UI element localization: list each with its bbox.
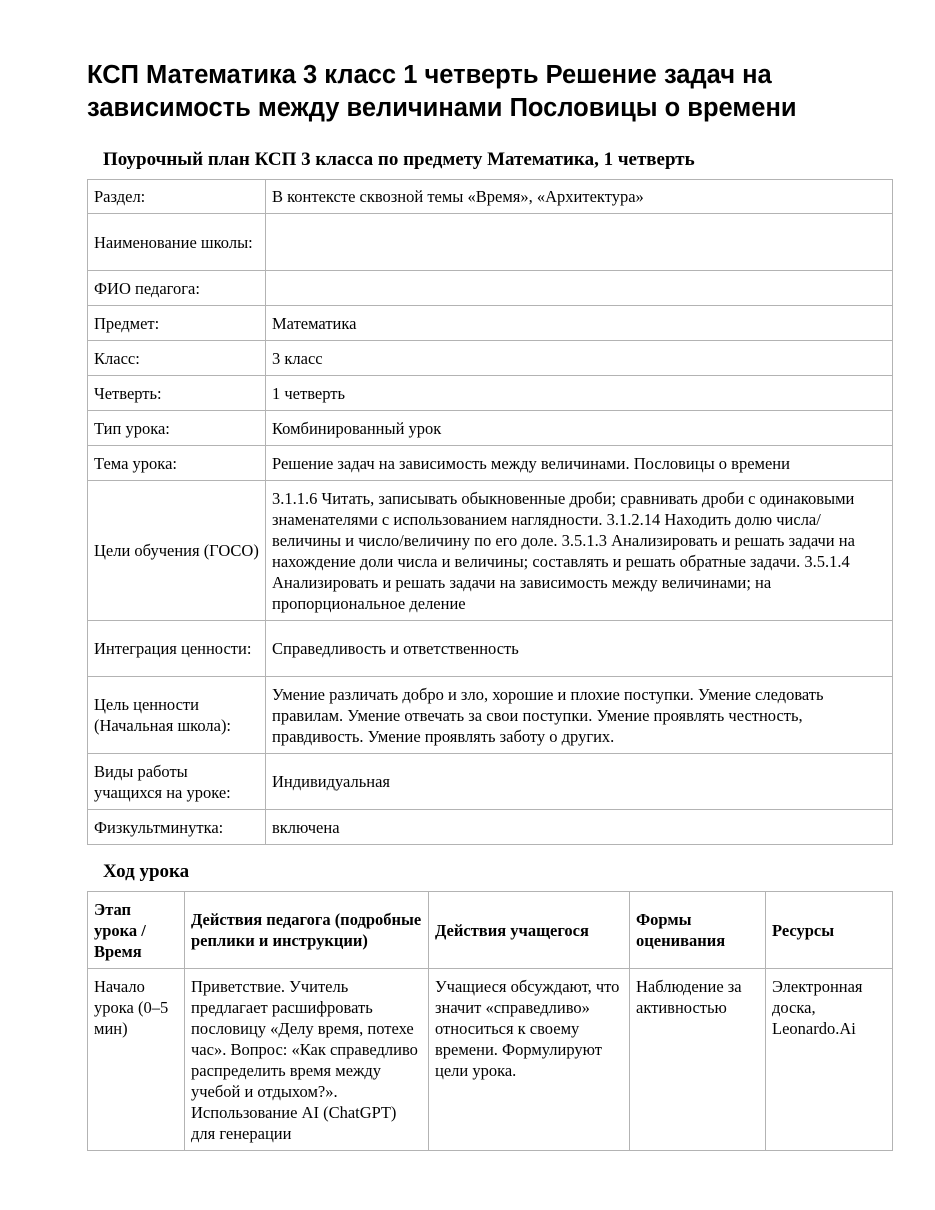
row-value: 3 класс	[266, 341, 893, 376]
row-label: Интеграция ценности:	[88, 621, 266, 677]
info-table	[87, 179, 893, 845]
course-table	[87, 891, 893, 1151]
row-value: Комбинированный урок	[266, 411, 893, 446]
column-header: Действия педагога (подробные реплики и инструкции)	[185, 892, 429, 969]
table-row	[88, 446, 893, 481]
assessment-cell: Наблюдение за активностью	[630, 969, 766, 1151]
table-row	[88, 341, 893, 376]
row-label: Физкультминутка:	[88, 810, 266, 845]
plan-title: Поурочный план КСП 3 класса по предмету Математика, 1 четверть	[103, 149, 695, 170]
row-label: Тема урока:	[88, 446, 266, 481]
row-label: Четверть:	[88, 376, 266, 411]
row-label: Виды работы учащихся на уроке:	[88, 754, 266, 810]
row-value: Умение различать добро и зло, хорошие и плохие поступки. Умение следовать правилам. Умение отвечать за свои поступки. Умение проявлять честность, правдивость. Умение проявлять заботу о других.	[266, 677, 893, 754]
table-row	[88, 621, 893, 677]
table-header-row	[88, 892, 893, 969]
column-header: Ресурсы	[766, 892, 893, 969]
student-actions-cell: Учащиеся обсуждают, что значит «справедливо» относиться к своему времени. Формулируют цели урока.	[429, 969, 630, 1151]
row-value: Решение задач на зависимость между величинами. Пословицы о времени	[266, 446, 893, 481]
row-value: включена	[266, 810, 893, 845]
resources-cell: Электронная доска, Leonardo.Ai	[766, 969, 893, 1151]
table-row	[88, 214, 893, 271]
row-value: 1 четверть	[266, 376, 893, 411]
row-label: Цель ценности (Начальная школа):	[88, 677, 266, 754]
table-row	[88, 306, 893, 341]
teacher-actions-cell: Приветствие. Учитель предлагает расшифровать пословицу «Делу время, потехе час». Вопрос: «Как справедливо распределить время между учебой и отдыхом?». Использование AI (ChatGPT) для генерации	[185, 969, 429, 1151]
table-row	[88, 376, 893, 411]
table-row	[88, 677, 893, 754]
table-row	[88, 411, 893, 446]
row-value: Справедливость и ответственность	[266, 621, 893, 677]
table-row	[88, 271, 893, 306]
row-label: Наименование школы:	[88, 214, 266, 271]
column-header: Действия учащегося	[429, 892, 630, 969]
table-row	[88, 754, 893, 810]
page-title: КСП Математика 3 класс 1 четверть Решение задач на зависимость между величинами Пословицы о времени	[87, 61, 797, 122]
row-label: Цели обучения (ГОСО)	[88, 481, 266, 621]
row-value	[266, 214, 893, 271]
row-label: ФИО педагога:	[88, 271, 266, 306]
table-row	[88, 180, 893, 214]
row-value: 3.1.1.6 Читать, записывать обыкновенные дроби; сравнивать дроби с одинаковыми знаменателями с использованием наглядности. 3.1.2.14 Находить долю числа/величины и число/величину по его доле. 3.5.1.3 Анализировать и решать задачи на нахождение доли числа и величины; составлять и решать обратные задачи. 3.5.1.4 Анализировать и решать задачи на зависимость между величинами; на пропорциональное деление	[266, 481, 893, 621]
row-value: В контексте сквозной темы «Время», «Архитектура»	[266, 180, 893, 214]
row-label: Тип урока:	[88, 411, 266, 446]
table-row	[88, 810, 893, 845]
table-row	[88, 481, 893, 621]
row-label: Предмет:	[88, 306, 266, 341]
row-value	[266, 271, 893, 306]
column-header: Формы оценивания	[630, 892, 766, 969]
course-title: Ход урока	[103, 861, 190, 882]
row-label: Раздел:	[88, 180, 266, 214]
row-value: Индивидуальная	[266, 754, 893, 810]
row-label: Класс:	[88, 341, 266, 376]
stage-cell: Начало урока (0–5 мин)	[88, 969, 185, 1151]
row-value: Математика	[266, 306, 893, 341]
column-header: Этап урока / Время	[88, 892, 185, 969]
table-row	[88, 969, 893, 1151]
